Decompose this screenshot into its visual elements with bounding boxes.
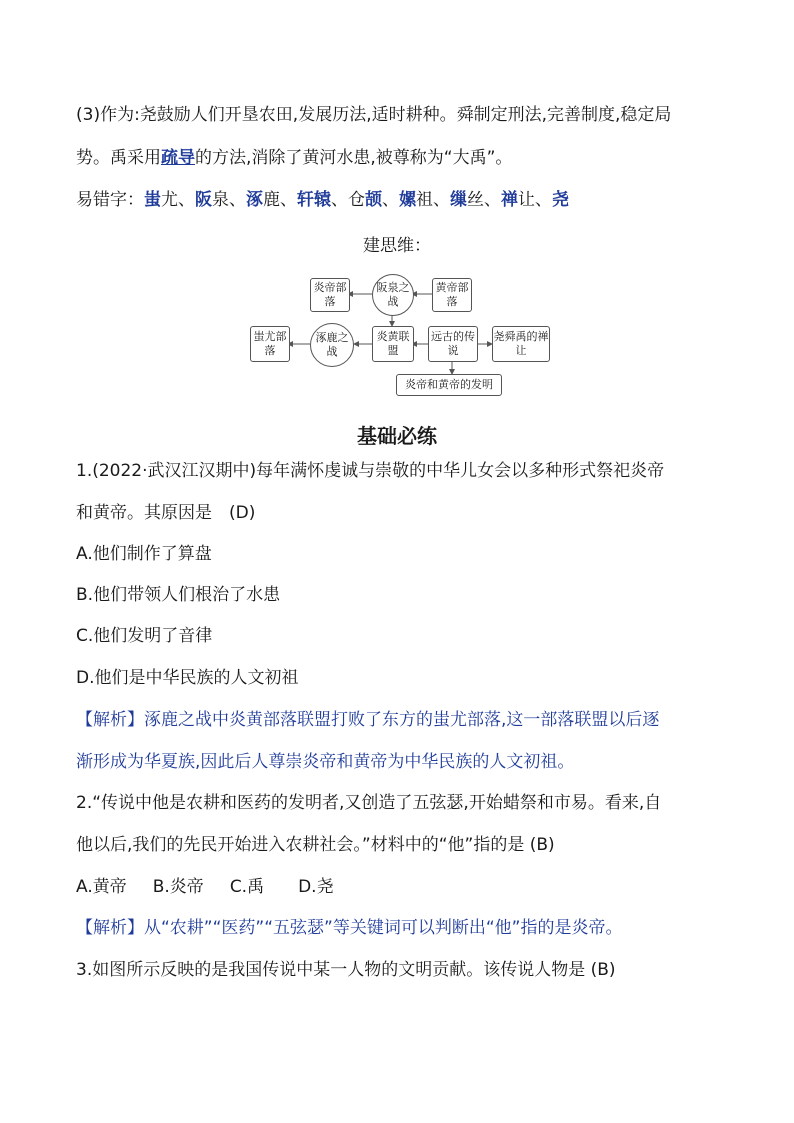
node-chiyou (250, 326, 290, 362)
q2-option-b: B.炎帝 (152, 877, 204, 897)
easy-wrong-char: 缫 (450, 190, 467, 210)
node-yanhuang (372, 326, 414, 362)
build-thinking-label: 建思维： (363, 236, 431, 256)
easy-wrong-rest: 丝、 (467, 190, 501, 210)
easy-wrong-char: 嫘 (399, 190, 416, 210)
intro-text-c: 的方法,消除了黄河水患,被尊称为“大禹”。 (195, 148, 513, 168)
easy-wrong-rest: 鹿、 (263, 190, 297, 210)
easy-wrong-rest: 让、 (518, 190, 552, 210)
node-yandi (310, 278, 350, 312)
easy-wrong-char: 蚩 (144, 190, 161, 210)
easy-wrong-rest: 、 (382, 190, 399, 210)
node-invention-label: 炎帝和黄帝的发明 (405, 378, 493, 391)
q1-analysis-line-1: 【解析】涿鹿之战中炎黄部落联盟打败了东方的蚩尤部落,这一部落联盟以后逐 (76, 710, 660, 730)
intro-line-1: (3)作为:尧鼓励人们开垦农田,发展历法,适时耕种。舜制定刑法,完善制度,稳定局 (76, 105, 672, 125)
q2-stem-line-2: 他以后,我们的先民开始进入农耕社会。”材料中的“他”指的是 (B) (76, 835, 555, 855)
intro-line-2 (76, 147, 512, 169)
easy-wrong-rest: 泉、 (212, 190, 246, 210)
easy-wrong-char: 阪 (195, 190, 212, 210)
node-yandi-label: 炎帝部落 (313, 281, 347, 308)
node-zhuolu (310, 323, 354, 367)
q2-option-c: C.禹 (229, 877, 265, 897)
easy-wrong-char: 禅 (501, 190, 518, 210)
node-banquan-label: 阪泉之战 (376, 281, 410, 308)
easy-wrong-char: 涿 (246, 190, 263, 210)
q1-stem-line-1: 1.(2022·武汉江汉期中)每年满怀虔诚与崇敬的中华儿女会以多种形式祭祀炎帝 (76, 461, 665, 481)
section-title: 基础必练 (357, 424, 437, 448)
easy-wrong-rest: 尤、 (161, 190, 195, 210)
q3-stem-line-1: 3.如图所示反映的是我国传说中某一人物的文明贡献。该传说人物是 (B) (76, 960, 616, 980)
node-huangdi-label: 黄帝部落 (435, 281, 469, 308)
easy-wrong-line (76, 189, 569, 211)
easy-wrong-rest: 、仓 (331, 190, 365, 210)
node-huangdi (432, 278, 472, 312)
node-yanhuang-label: 炎黄联盟 (376, 330, 410, 357)
q2-stem-line-1: 2.“传说中他是农耕和医药的发明者,又创造了五弦瑟,开始蜡祭和市易。看来,自 (76, 793, 662, 813)
q1-option-a: A.他们制作了算盘 (76, 544, 212, 564)
q2-options (76, 876, 334, 898)
easy-wrong-char: 颉 (365, 190, 382, 210)
node-invention (396, 374, 502, 396)
concept-diagram (244, 268, 554, 396)
node-chiyou-label: 蚩尤部落 (253, 330, 287, 357)
q1-option-c: C.他们发明了音律 (76, 626, 213, 646)
node-shanrang (492, 326, 550, 362)
easy-wrong-rest: 祖、 (416, 190, 450, 210)
easy-wrong-label: 易错字： (76, 190, 144, 210)
node-zhuolu-label: 涿鹿之战 (315, 331, 349, 358)
q2-analysis: 【解析】从“农耕”“医药”“五弦瑟”等关键词可以判断出“他”指的是炎帝。 (76, 918, 623, 938)
q1-analysis-line-2: 渐形成为华夏族,因此后人尊崇炎帝和黄帝为中华民族的人文初祖。 (76, 752, 575, 772)
highlight-shudao: 疏导 (161, 148, 195, 168)
node-banquan (372, 274, 414, 316)
node-legend (428, 326, 478, 362)
node-shanrang-label: 尧舜禹的禅让 (493, 330, 549, 357)
q1-option-d: D.他们是中华民族的人文初祖 (76, 668, 299, 688)
node-legend-label: 远古的传说 (431, 330, 475, 357)
q2-option-d: D.尧 (298, 877, 334, 897)
q1-stem-line-2: 和黄帝。其原因是 (D) (76, 503, 256, 523)
easy-wrong-char: 尧 (552, 190, 569, 210)
intro-text-a: 势。禹采用 (76, 148, 161, 168)
easy-wrong-char: 轩辕 (297, 190, 331, 210)
q1-option-b: B.他们带领人们根治了水患 (76, 585, 281, 605)
q2-option-a: A.黄帝 (76, 877, 127, 897)
